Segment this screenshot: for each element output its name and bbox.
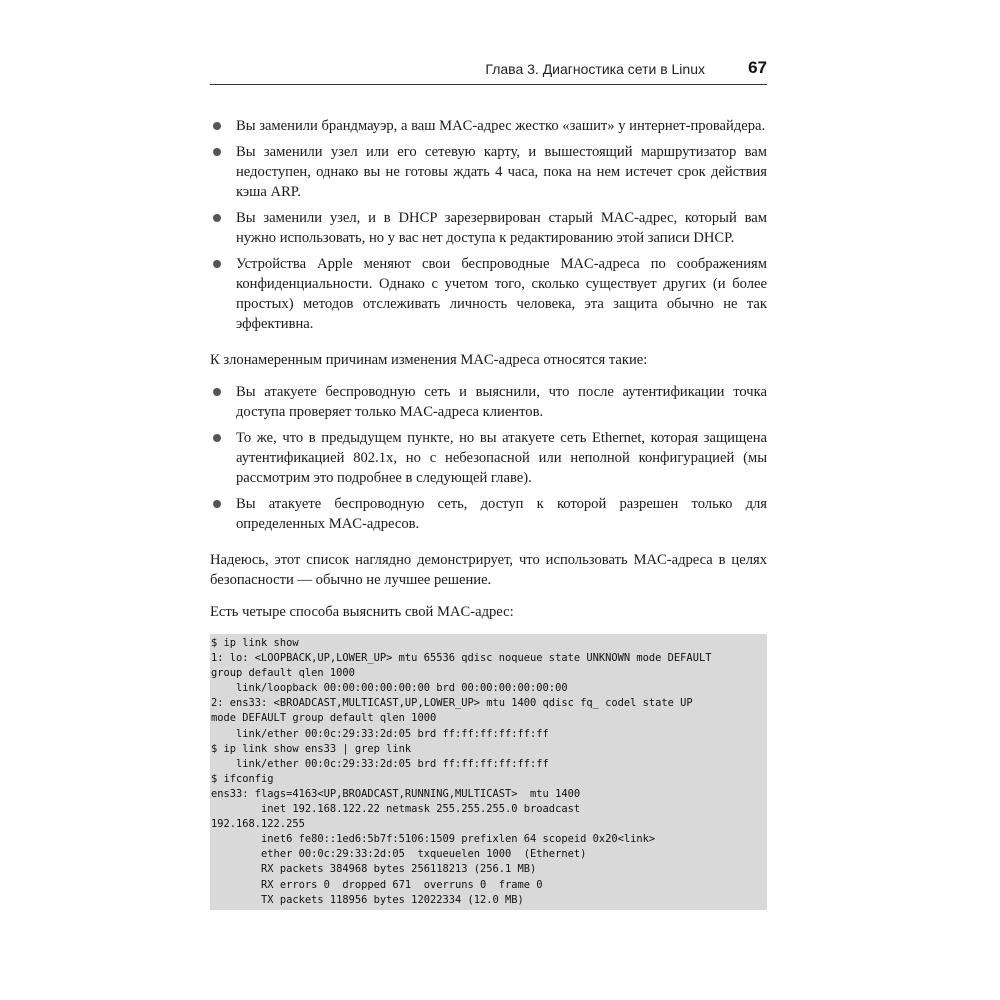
code-line: $ ifconfig (211, 772, 274, 785)
page-header (210, 58, 767, 80)
code-line: $ ip link show (211, 637, 299, 649)
list-item: Вы заменили брандмауэр, а ваш MAC-адрес жестко «зашит» у интернет-провайдера. (210, 116, 767, 136)
bullet-icon (213, 122, 221, 130)
list-item: Вы атакуете беспроводную сеть, доступ к которой разрешен только для определенных MAC-адресов. (210, 494, 767, 534)
legit-reasons-list (210, 116, 767, 334)
code-line: link/ether 00:0c:29:33:2d:05 brd ff:ff:ff:ff:ff:ff (211, 757, 549, 770)
code-line: mode DEFAULT group default qlen 1000 (211, 712, 437, 725)
list-item: Вы заменили узел или его сетевую карту, и вышестоящий маршрутизатор вам недоступен, однако вы не готовы ждать 4 часа, пока на нем истечет срок действия кэша ARP. (210, 142, 767, 202)
code-line: inet 192.168.122.22 netmask 255.255.255.0 broadcast (211, 803, 581, 816)
page-content (210, 116, 767, 910)
list-item: Вы атакуете беспроводную сеть и выяснили, что после аутентификации точка доступа проверяет только MAC-адреса клиентов. (210, 382, 767, 422)
bullet-icon (213, 148, 221, 156)
code-line: inet6 fe80::1ed6:5b7f:5106:1509 prefixlen 64 scopeid 0x20<link> (211, 833, 656, 846)
bullet-icon (213, 388, 221, 396)
code-line: 192.168.122.255 (211, 818, 305, 831)
code-line: ens33: flags=4163<UP,BROADCAST,RUNNING,MULTICAST> mtu 1400 (211, 787, 581, 800)
list-item: То же, что в предыдущем пункте, но вы атакуете сеть Ethernet, которая защищена аутентификацией 802.1x, но с небезопасной или неполной конфигурацией (мы рассмотрим это подробнее в следующей главе). (210, 428, 767, 488)
code-listing (210, 634, 767, 910)
code-line: link/loopback 00:00:00:00:00:00 brd 00:00:00:00:00:00 (211, 682, 568, 695)
bullet-icon (213, 500, 221, 508)
header-rule (210, 84, 767, 85)
code-line: $ ip link show ens33 | grep link (211, 742, 412, 755)
page-number: 67 (748, 58, 767, 77)
code-line: ether 00:0c:29:33:2d:05 txqueuelen 1000 (Ethernet) (211, 848, 587, 861)
code-line: RX errors 0 dropped 671 overruns 0 frame 0 (211, 878, 543, 891)
list-item: Вы заменили узел, и в DHCP зарезервирован старый MAC-адрес, который вам нужно использовать, но у вас нет доступа к редактированию этой записи DHCP. (210, 208, 767, 248)
code-line: TX packets 118956 bytes 12022334 (12.0 MB) (211, 893, 524, 906)
ways-paragraph: Есть четыре способа выяснить свой MAC-адрес: (210, 604, 514, 620)
bullet-icon (213, 214, 221, 222)
bullet-icon (213, 260, 221, 268)
code-line: 2: ens33: <BROADCAST,MULTICAST,UP,LOWER_UP> mtu 1400 qdisc fq_ codel state UP (211, 697, 693, 710)
chapter-title: Глава 3. Диагностика сети в Linux (485, 61, 705, 77)
conclusion-paragraph: Надеюсь, этот список наглядно демонстрирует, что использовать MAC-адреса в целях безопасности — обычно не лучшее решение. (210, 552, 767, 588)
code-line: group default qlen 1000 (211, 667, 355, 680)
code-line: link/ether 00:0c:29:33:2d:05 brd ff:ff:ff:ff:ff:ff (211, 727, 549, 740)
bullet-icon (213, 434, 221, 442)
malicious-reasons-intro: К злонамеренным причинам изменения MAC-адреса относятся такие: (210, 352, 648, 368)
list-item: Устройства Apple меняют свои беспроводные MAC-адреса по соображениям конфиденциальности. Однако с учетом того, сколько существует других (и более простых) методов отслеживать личность человека, эта защита обычно не так эффективна. (210, 254, 767, 334)
code-line: RX packets 384968 bytes 256118213 (256.1 MB) (211, 863, 537, 876)
code-line: 1: lo: <LOOPBACK,UP,LOWER_UP> mtu 65536 qdisc noqueue state UNKNOWN mode DEFAULT (211, 652, 712, 665)
malicious-reasons-list (210, 382, 767, 534)
